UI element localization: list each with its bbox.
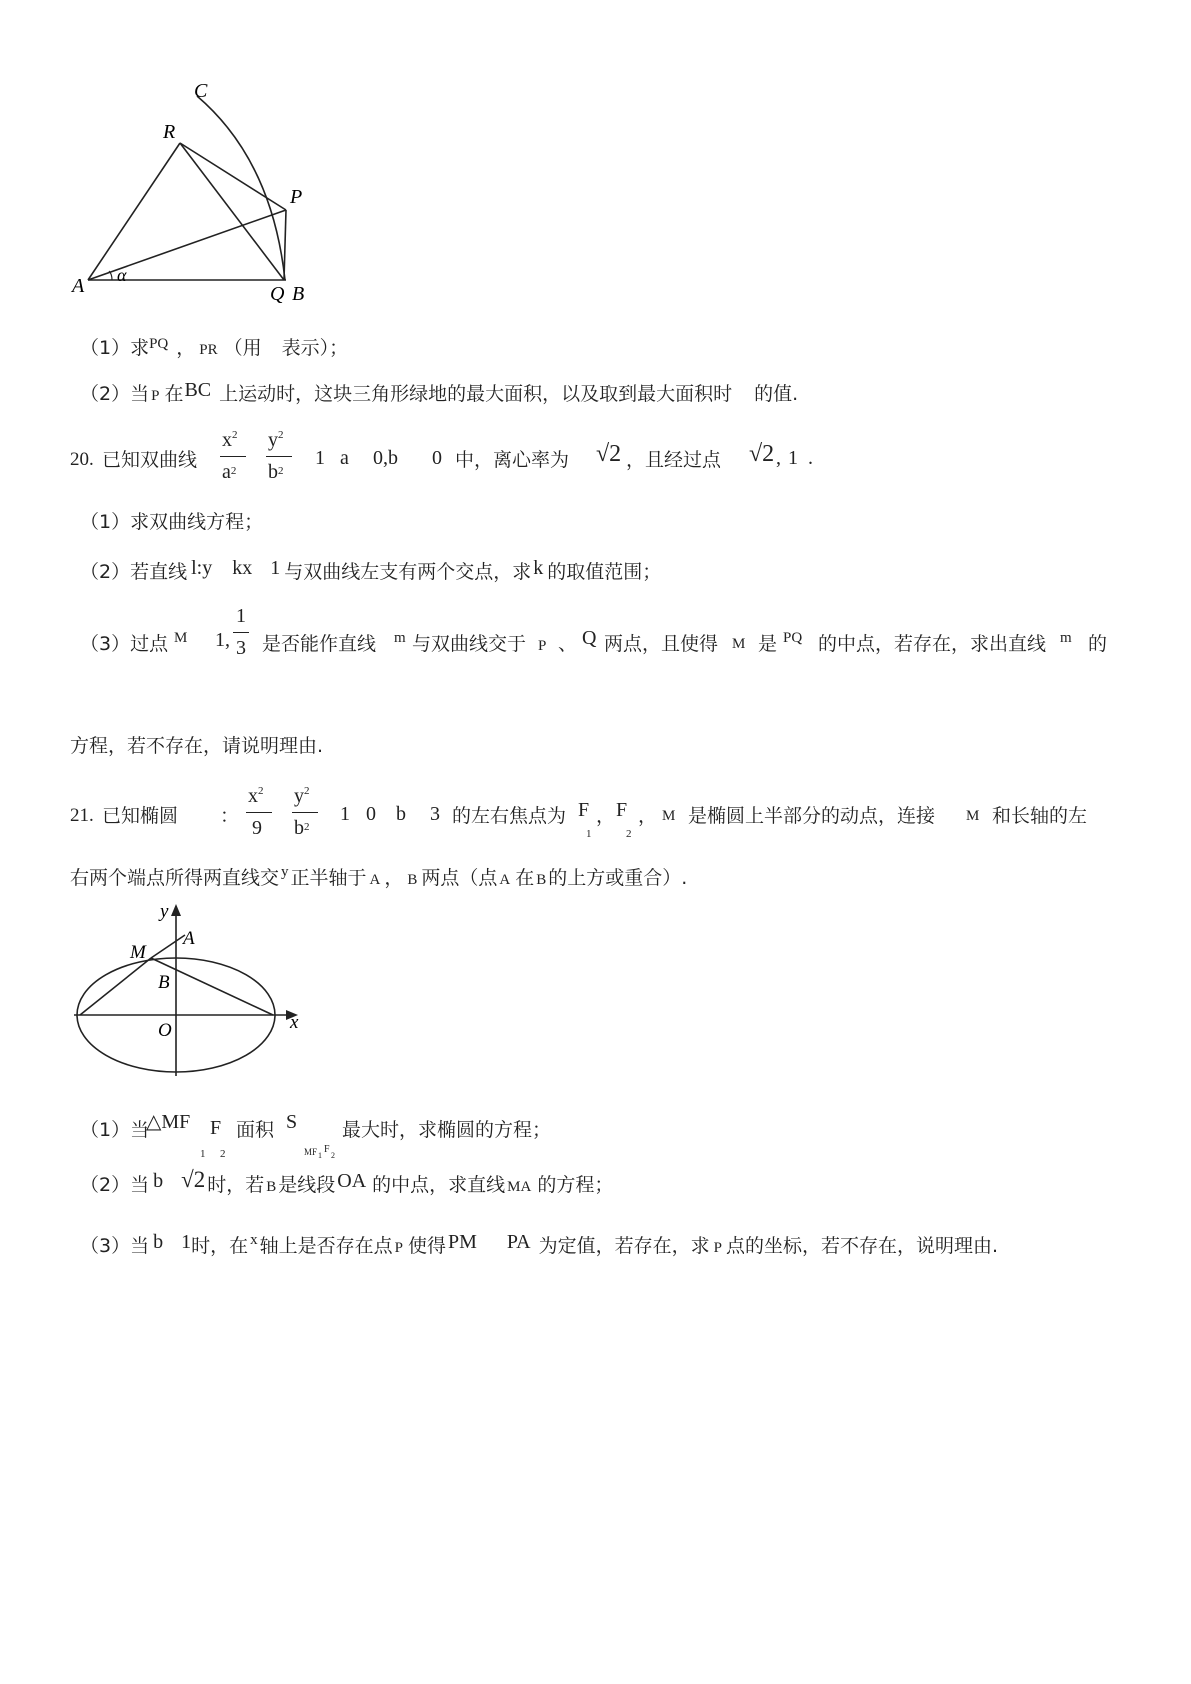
label-a: A [72,275,85,297]
label-b: B [158,972,170,993]
q20-part1: （1）求双曲线方程； [80,511,264,533]
label-p: P [290,186,303,208]
label-c: C [194,80,208,102]
segment-ac [88,143,180,280]
segment-rp [180,143,286,210]
label-a: A [183,928,195,949]
q21-part3: （3）当 b 1时，在 $^x$ 轴上是否存在点 P 使得 PM PA 为定值，若存在，求 P 点的坐标，若不存在，说明理由. [80,1231,999,1257]
label-o: O [158,1020,172,1041]
label-b: B [292,283,305,305]
q20-part2: （2）若直线 l:y kx 1 与双曲线左支有两个交点，求 k 的取值范围； [80,557,662,583]
q20-part3-cont: 方程，若不存在，请说明理由. [70,735,324,757]
segment-ma [151,935,185,958]
q19-part2: （2）当 P 在BC 上运动时，这块三角形绿地的最大面积，以及取到最大面积时 的值. [80,379,799,405]
q21-stem-cont: 右两个端点所得两直线交 $^y$ 正半轴于 A ， B 两点（点 A 在 B 的上方或重合）. [70,864,688,889]
label-alpha: α [117,265,127,285]
label-m: M [130,942,146,963]
label-y: y [160,901,169,922]
sqrt2-eccentricity: √2 [596,441,622,467]
label-q: Q [270,283,285,305]
q21-part2: （2）当 b √2 时，若 B 是线段 OA 的中点，求直线 MA 的方程； [80,1167,614,1196]
label-x: x [290,1012,299,1033]
q19-part1: （1）求$^{PQ}$ ， PR （用 表示）； [80,336,349,359]
segment-pq [284,210,286,280]
ellipse-figure [70,900,310,1080]
sector-triangle-figure [60,80,320,305]
label-r: R [163,121,176,143]
arc-bc [197,96,285,280]
point-sqrt2: √2 [749,441,775,467]
segment-rq [180,143,284,280]
y-axis-arrow [171,904,181,916]
